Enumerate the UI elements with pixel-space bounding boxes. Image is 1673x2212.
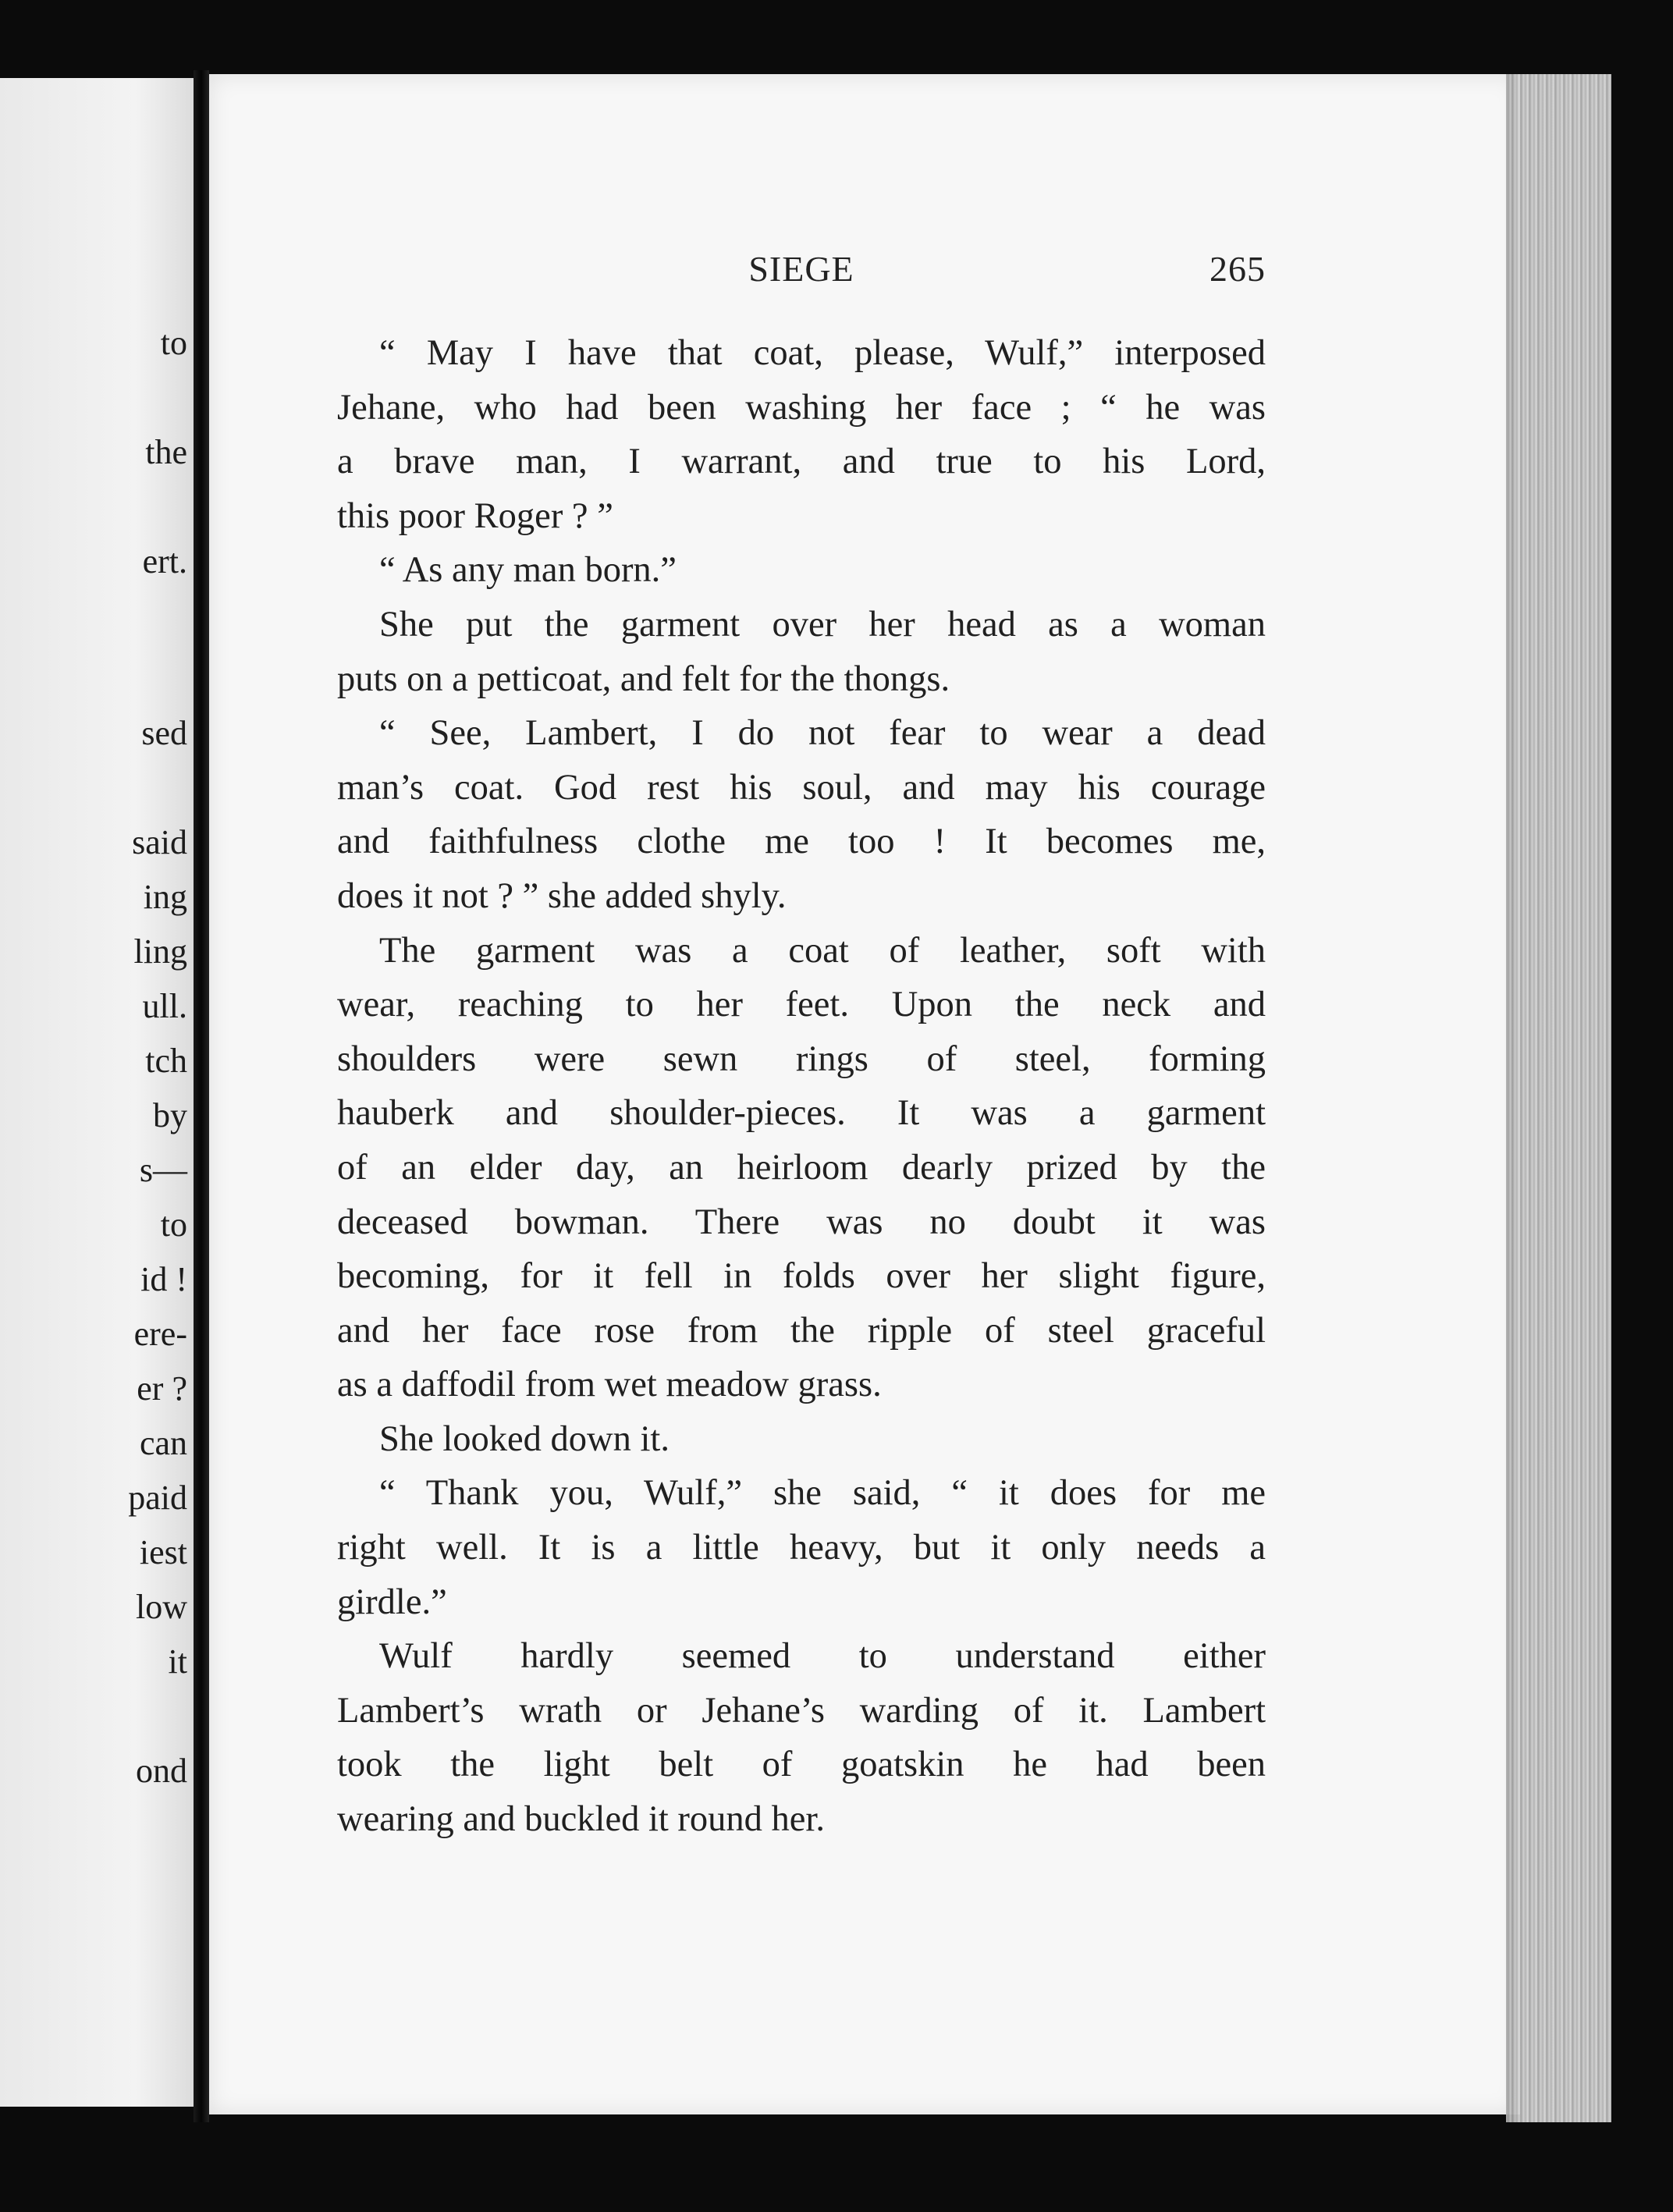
left-page-fragment: the [145,433,187,471]
text-line: as a daffodil from wet meadow grass. [337,1365,882,1405]
left-page-fragment: er ? [137,1369,187,1408]
text-line: “ See, Lambert, I do not fear to wear a dead [379,713,1266,754]
left-page-fragment: ert. [142,542,187,581]
body-text [337,326,1266,1847]
left-page-fragment: to [160,324,187,362]
left-page-fragment: low [136,1588,187,1626]
left-page-fragment: to [160,1205,187,1244]
text-line: shoulders were sewn rings of steel, forming [337,1039,1266,1079]
left-page-fragment: said [132,823,187,861]
page-edges [1506,74,1611,2122]
left-page-fragment: ling [133,932,187,971]
left-page-fragment: can [139,1424,187,1462]
text-line: She looked down it. [379,1418,670,1459]
text-line: of an elder day, an heirloom dearly prized by the [337,1147,1266,1188]
left-page-fragment: ull. [142,987,187,1025]
left-page-fragment: ere- [133,1315,187,1353]
running-title: SIEGE [748,249,854,289]
text-line: and faithfulness clothe me too ! It becomes me, [337,822,1266,862]
text-line: “ Thank you, Wulf,” she said, “ it does for me [379,1473,1266,1514]
text-line: took the light belt of goatskin he had been [337,1745,1266,1785]
text-line: Jehane, who had been washing her face ; “ he was [337,387,1266,428]
text-line: a brave man, I warrant, and true to his Lord, [337,442,1266,482]
text-line: wear, reaching to her feet. Upon the neck and [337,985,1266,1025]
left-page-fragment: sed [141,714,187,752]
text-line: right well. It is a little heavy, but it only needs a [337,1528,1266,1568]
text-line: becoming, for it fell in folds over her slight figure, [337,1256,1266,1297]
left-page-fragment: tch [145,1042,187,1080]
text-line: man’s coat. God rest his soul, and may his courage [337,767,1266,808]
text-line: puts on a petticoat, and felt for the thongs. [337,659,950,699]
left-page-fragment: ing [143,878,187,916]
left-page-fragment: iest [139,1533,187,1571]
page-number: 265 [1209,249,1266,289]
page-edge-shadow [1506,74,1522,2122]
text-line: She put the garment over her head as a woman [379,604,1266,644]
text-line: “ May I have that coat, please, Wulf,” interposed [379,333,1266,373]
left-page-fragment: ond [136,1752,187,1790]
left-page-fragment: it [168,1642,187,1681]
text-line: “ As any man born.” [379,550,677,591]
text-line: girdle.” [337,1582,447,1622]
left-page-fragment: by [153,1096,187,1134]
text-line: Lambert’s wrath or Jehane’s warding of it. Lambert [337,1690,1266,1731]
text-line: this poor Roger ? ” [337,495,613,536]
text-line: Wulf hardly seemed to understand either [379,1636,1266,1677]
left-page-fragment: s— [139,1151,187,1189]
text-line: does it not ? ” she added shyly. [337,875,787,916]
text-line: and her face rose from the ripple of steel graceful [337,1310,1266,1351]
text-line: The garment was a coat of leather, soft with [379,930,1266,971]
left-page-fragment: id ! [140,1260,187,1298]
book-gutter [194,70,209,2122]
left-page-fragment: paid [128,1479,187,1517]
text-line: hauberk and shoulder-pieces. It was a garment [337,1093,1266,1134]
text-line: deceased bowman. There was no doubt it was [337,1202,1266,1242]
text-line: wearing and buckled it round her. [337,1799,825,1840]
